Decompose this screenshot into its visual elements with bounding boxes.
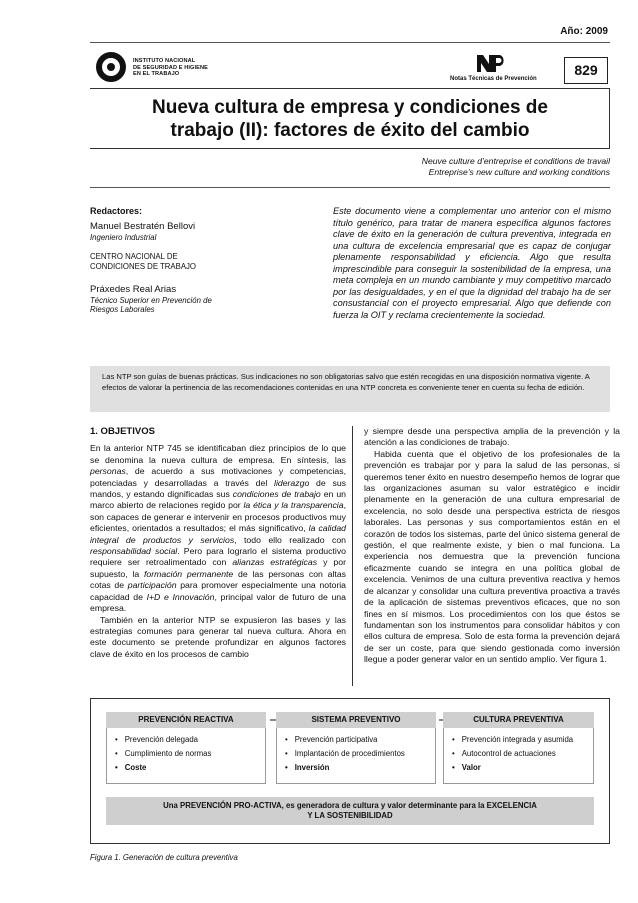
title-rule bbox=[90, 187, 610, 188]
document-title bbox=[90, 96, 610, 142]
column-right bbox=[364, 426, 620, 666]
figure-caption: Figura 1. Generación de cultura preventiva bbox=[90, 853, 238, 862]
institution-name bbox=[133, 58, 208, 78]
author-organization bbox=[90, 252, 330, 272]
ntp-notice: Las NTP son guías de buenas prácticas. Sus indicaciones no son obligatorias salvo que estén recogidas en una disposición normativa vigente. A efectos de valorar la pertinencia de las recomendaciones contenidas en una NTP concreta es conveniente tener en cuenta su fecha de edición. bbox=[90, 366, 610, 412]
list-item: • Inversión bbox=[285, 761, 427, 775]
flow-box-list bbox=[443, 728, 594, 784]
flow-box-title: SISTEMA PREVENTIVO bbox=[276, 712, 436, 728]
flow-box-title: PREVENCIÓN REACTIVA bbox=[106, 712, 266, 728]
author-2-name: Práxedes Real Arias bbox=[90, 284, 177, 295]
list-item: • Cumplimiento de normas bbox=[115, 747, 257, 761]
translated-titles bbox=[422, 156, 610, 178]
list-item: • Prevención participativa bbox=[285, 733, 427, 747]
author-1-name: Manuel Bestratén Bellovi bbox=[90, 221, 196, 232]
section-heading: 1. OBJETIVOS bbox=[90, 426, 155, 437]
banner-line-2: Y LA SOSTENIBILIDAD bbox=[307, 811, 393, 820]
year-label: Año: 2009 bbox=[560, 26, 608, 37]
list-item: • Prevención delegada bbox=[115, 733, 257, 747]
figure-banner bbox=[106, 797, 594, 825]
list-item: • Coste bbox=[115, 761, 257, 775]
list-item: • Prevención integrada y asumida bbox=[452, 733, 585, 747]
paragraph-2: También en la anterior NTP se expusieron las bases y las estrategias comunes para generar tal nueva cultura. Ahora en este documento se pretende profundizar en algunos factores clave de éxito en los procesos de cambio bbox=[90, 614, 346, 659]
author-2-role-line-1: Técnico Superior en Prevención de bbox=[90, 296, 212, 305]
author-1-role: Ingeniero Industrial bbox=[90, 233, 157, 242]
flow-box-system bbox=[276, 712, 436, 784]
org-line-1: CENTRO NACIONAL DE bbox=[90, 252, 178, 261]
title-line-2: trabajo (II): factores de éxito del cambio bbox=[170, 120, 530, 141]
flow-box-reactive bbox=[106, 712, 266, 784]
ntp-logo-icon bbox=[477, 55, 505, 72]
abstract: Este documento viene a complementar uno anterior con el mismo título genérico, para tratar de manera específica algunos factores clave de éxito en la generación de cultura preventiva, integrada en una cultura de excelencia empresarial que es capaz de conjugar plenamente responsabilidad y eficiencia. Algo que resulta imprescindible para conseguir la sostenibilidad de la empresa, una meta compleja en un mundo cambiante y muy competitivo marcado por las desigualdades, y en el que la dignidad del trabajo ha de ser consustancial con el proyecto empresarial. Algo que defiende con fuerza la OIT y reclama crecientemente la sociedad. bbox=[333, 206, 611, 320]
list-item: • Valor bbox=[452, 761, 585, 775]
list-item: • Implantación de procedimientos bbox=[285, 747, 427, 761]
header-rule bbox=[90, 42, 610, 43]
subtitle-french: Neuve culture d’entreprise et conditions de travail bbox=[421, 156, 610, 166]
column-divider bbox=[352, 426, 353, 686]
institution-line-1: INSTITUTO NACIONAL bbox=[133, 58, 196, 64]
institution-line-2: DE SEGURIDAD E HIGIENE bbox=[133, 64, 208, 71]
ntp-series-label: Notas Técnicas de Prevención bbox=[450, 76, 537, 82]
flow-box-title: CULTURA PREVENTIVA bbox=[443, 712, 594, 728]
insht-logo-icon bbox=[96, 52, 126, 82]
paragraph-3: y siempre desde una perspectiva amplia de la prevención y la atención a las condiciones de trabajo. bbox=[364, 426, 620, 448]
authors-block bbox=[90, 206, 330, 324]
author-2-role-line-2: Riesgos Laborales bbox=[90, 305, 155, 314]
author-2-role bbox=[90, 296, 330, 314]
paragraph-4: Habida cuenta que el objetivo de los profesionales de la prevención es trabajar por y para la salud de las personas, si queremos tener éxito en nuestro desempeño hemos de lograr que las organizaciones asuman su valor estratégico e incidir plenamente en la generación de una cultura empresarial de excelencia, no solo desde una perspectiva estricta de riesgos laborales. Las personas y sus comportamientos están en el corazón de todos los sistemas, parte del único sistema general de gestión, el que realmente existe, y bien o mal funciona. La experiencia nos demuestra que la prevención funciona eficazmente cuando se integra en una política global de excelencia. Venimos de una cultura preventiva reactiva y hemos de alcanzar y consolidar una cultura preventiva proactiva a través de la aplicación de sistemas preventivos eficaces, que no son fines en sí mismos. Los procedimientos con los que éstos se fundamentan son los instrumentos para consolidar hábitos y con ellos cultura de empresa. Solo de esta forma la prevención dejará de ser un coste, para que siendo gestionada como inversión llegue a poder generar valor en un sentido amplio. Ver figura 1. bbox=[364, 448, 620, 665]
column-left bbox=[90, 426, 346, 660]
org-line-2: CONDICIONES DE TRABAJO bbox=[90, 262, 196, 271]
institution-line-3: EN EL TRABAJO bbox=[133, 71, 180, 78]
banner-line-1: Una PREVENCIÓN PRO-ACTIVA, es generadora de cultura y valor determinante para la EXCELENCIA bbox=[163, 801, 537, 810]
flow-box-list bbox=[106, 728, 266, 784]
list-item: • Autocontrol de actuaciones bbox=[452, 747, 585, 761]
ntp-number: 829 bbox=[564, 57, 608, 84]
flow-box-culture bbox=[443, 712, 594, 784]
flow-box-list bbox=[276, 728, 436, 784]
authors-label: Redactores: bbox=[90, 206, 143, 216]
paragraph-1: En la anterior NTP 745 se identificaban diez principios de lo que se denomina la nueva cultura de empresa. En síntesis, las personas, de acuerdo a sus motivaciones y competencias, potenciadas y desarrolladas a través del liderazgo de sus mandos, y estando dignificadas sus condiciones de trabajo en un marco abierto de relaciones regido por la ética y la transparencia, son capaces de generar e intervenir en procesos productivos muy eficientes, orientados a resultados; el más significativo, la calidad integral de productos y servicios, todo ello realizado con responsabilidad social. Pero para lograrlo el sistema productivo requiere ser retroalimentado con alianzas estratégicas y por supuesto, la formación permanente de las personas con altas cotas de participación para promover especialmente una notoria capacidad de I+D e Innovación, principal valor de futuro de una empresa. bbox=[90, 443, 346, 614]
title-line-1: Nueva cultura de empresa y condiciones de bbox=[152, 97, 548, 118]
subtitle-english: Entreprise’s new culture and working conditions bbox=[428, 167, 610, 177]
